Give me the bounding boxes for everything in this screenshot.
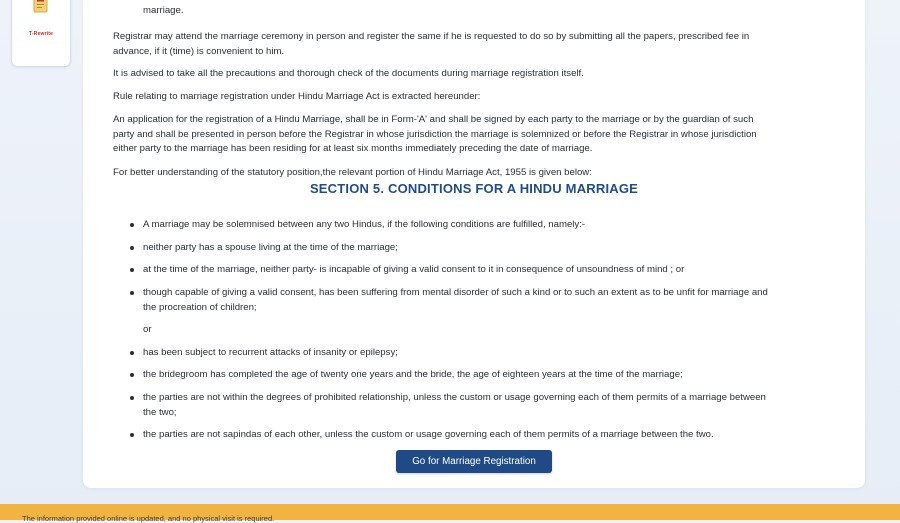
list-item: the bridegroom has completed the age of twenty one years and the bride, the age of eighteen years at the time of the marriage; bbox=[143, 368, 835, 383]
list-item: the parties are not within the degrees of prohibited relationship, unless the custom or usage governing each of them permits of a marriage between the two; bbox=[143, 391, 835, 420]
paragraph: It is advised to take all the precautions and thorough check of the documents during marriage registration itself. bbox=[113, 68, 584, 79]
paragraph: Registrar may attend the marriage ceremony in person and register the same if he is requested to do so by submitting all the papers, prescribed fee in advance, if it (time) is convenient to him. bbox=[113, 31, 750, 57]
footer-banner bbox=[0, 504, 900, 523]
list-item: neither party has a spouse living at the time of the marriage; bbox=[143, 241, 835, 256]
service-card[interactable] bbox=[11, 0, 71, 67]
footer-text: The information provided online is updated, and no physical visit is required. bbox=[22, 514, 275, 523]
document-icon bbox=[33, 0, 49, 13]
content-card bbox=[83, 0, 865, 488]
section-title: SECTION 5. CONDITIONS FOR A HINDU MARRIAGE bbox=[309, 181, 639, 196]
list-item: A marriage may be solemnised between any two Hindus, if the following conditions are fulfilled, namely:- bbox=[143, 218, 835, 233]
list-item: at the time of the marriage, neither party- is incapable of giving a valid consent to it in consequence of unsoundness of mind ; or bbox=[143, 263, 835, 278]
go-for-marriage-registration-button[interactable]: Go for Marriage Registration bbox=[396, 450, 552, 473]
list-item-text: marriage. bbox=[143, 4, 184, 16]
list-item-text bbox=[143, 0, 764, 1]
paragraph: Rule relating to marriage registration under Hindu Marriage Act is extracted hereunder: bbox=[113, 91, 481, 102]
list-item: the parties are not sapindas of each other, unless the custom or usage governing each of them permits of a marriage between the two. bbox=[143, 428, 835, 443]
list-item: though capable of giving a valid consent, has been suffering from mental disorder of such a kind or to such an extent as to be unfit for marriage and the procreation of children; bbox=[143, 286, 835, 315]
paragraph: For better understanding of the statutory position,the relevant portion of Hindu Marriage Act, 1955 is given below: bbox=[113, 167, 592, 178]
brand-logo-text: T-Rewrite bbox=[28, 31, 54, 37]
list-item: has been subject to recurrent attacks of insanity or epilepsy; bbox=[143, 346, 835, 361]
paragraph: An application for the registration of a Hindu Marriage, shall be in Form-'A' and shall be signed by each party to the marriage or by the guardian of such party and shall be presented in person before the Registrar in whose jurisdiction the marriage is solemnized or before the Registrar in whose jurisdiction either party to the marriage has been residing for at least six months immediately preceding the date of marriage. bbox=[113, 114, 757, 154]
or-label: or bbox=[143, 324, 152, 335]
list-item bbox=[143, 0, 835, 18]
